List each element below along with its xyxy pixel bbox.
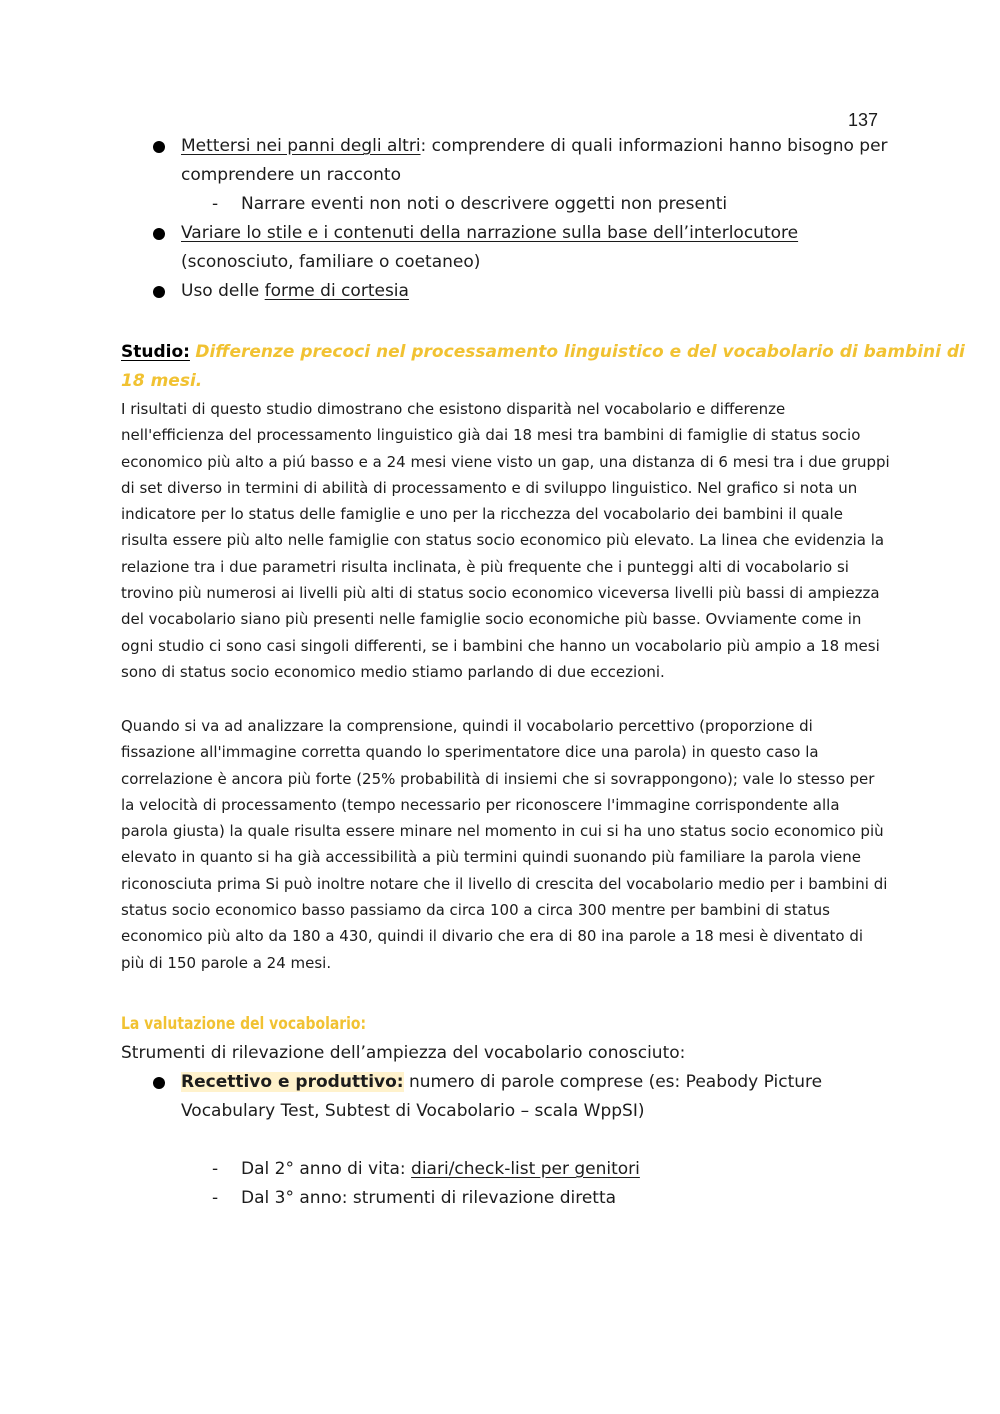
study-title-continuation: 18 mesi. (121, 371, 203, 391)
list-item (181, 132, 888, 161)
text-line: trovino più numerosi ai livelli più alti di status socio economico viceversa livelli più bassi di ampiezza (121, 584, 880, 603)
bullet-icon (153, 141, 165, 153)
bullet-icon (153, 1077, 165, 1089)
dash-marker: - (212, 1188, 219, 1208)
text-line: Quando si va ad analizzare la comprensione, quindi il vocabolario percettivo (proporzione di (121, 717, 813, 735)
paragraph-1 (121, 396, 890, 685)
list-item-text: Dal 2° anno di vita: (241, 1159, 412, 1179)
sub-list-item: Narrare eventi non noti o descrivere oggetti non presenti (241, 194, 728, 214)
text-line: fissazione all'immagine corretta quando lo sperimentatore dice una parola) in questo caso la (121, 743, 819, 762)
text-line: del vocabolario siano più presenti nelle famiglie socio economiche più basse. Ovviamente come in (121, 610, 862, 629)
list-item-text: : comprendere di quali informazioni hanno bisogno per (420, 136, 888, 156)
bullet-icon (153, 286, 165, 298)
page-number: 137 (847, 110, 878, 130)
list-item-continuation: (sconosciuto, familiare o coetaneo) (181, 252, 481, 272)
text-line: I risultati di questo studio dimostrano che esistono disparità nel vocabolario e differenze (121, 400, 786, 418)
text-line: ogni studio ci sono casi singoli differenti, se i bambini che hanno un vocabolario più ampio a 18 mesi (121, 636, 880, 655)
text-line: economico più alto da 180 a 430, quindi il divario che era di 80 ina parole a 18 mesi è diventato di (121, 927, 864, 946)
dash-marker: - (212, 194, 219, 214)
text-line: elevato in quanto si ha già accessibilità a più termini quindi suonando più familiare la parola viene (121, 848, 862, 867)
text-line: di set diverso in termini di abilità di processamento e di sviluppo linguistico. Nel grafico si nota un (121, 478, 858, 497)
sub-list-item: Dal 3° anno: strumenti di rilevazione diretta (241, 1188, 617, 1208)
list-item-continuation: comprendere un racconto (181, 165, 401, 185)
text-line: status socio economico basso passiamo da circa 100 a circa 300 mentre per bambini di status (121, 901, 830, 920)
study-label: Studio: (121, 342, 190, 362)
text-line: riconosciuta prima Si può inoltre notare che il livello di crescita del vocabolario medio per i bambini di (121, 874, 888, 893)
underlined-term: diari/check-list per genitori (411, 1159, 640, 1179)
text-line: sono di status socio economico medio stiamo parlando di due eccezioni. (121, 662, 665, 681)
text-line: indicatore per lo status delle famiglie e uno per la ricchezza del vocabolario dei bambini il quale (121, 505, 843, 524)
list-item-text: numero di parole comprese (es: Peabody Picture (403, 1072, 823, 1092)
text-line: la velocità di processamento (tempo necessario per riconoscere l'immagine corrispondente alla (121, 795, 840, 814)
list-item-text: Uso delle (181, 281, 265, 301)
text-line: nell'efficienza del processamento linguistico già dai 18 mesi tra bambini di famiglie di status socio (121, 426, 861, 445)
bullet-icon (153, 228, 165, 240)
text-line: relazione tra i due parametri risulta inclinata, è più frequente che i punteggi alti di vocabolario si (121, 557, 849, 576)
text-line: risulta essere più alto nelle famiglie con status socio economico più elevato. La linea che evidenzia la (121, 531, 885, 550)
paragraph-2 (121, 713, 887, 976)
list-item (181, 219, 798, 248)
section-title: La valutazione del vocabolario: (121, 1014, 367, 1034)
list-item-continuation: Vocabulary Test, Subtest di Vocabolario – scala WppSI) (181, 1101, 645, 1121)
sub-list-item (241, 1155, 640, 1184)
list-item (181, 277, 409, 306)
text-line: parola giusta) la quale risulta essere minare nel momento in cui si ha uno status socio economico più (121, 822, 884, 841)
text-line: correlazione è ancora più forte (25% probabilità di insiemi che si sovrappongono); vale lo stesso per (121, 769, 875, 788)
underlined-term: Variare lo stile e i contenuti della narrazione sulla base dell’interlocutore (181, 223, 799, 243)
study-title: Differenze precoci nel processamento linguistico e del vocabolario di bambini di (195, 342, 965, 362)
highlighted-term: Recettivo e produttivo: (181, 1072, 404, 1092)
text-line: più di 150 parole a 24 mesi. (121, 953, 332, 972)
underlined-term: Mettersi nei panni degli altri (181, 136, 421, 156)
dash-marker: - (212, 1159, 219, 1179)
underlined-term: forme di cortesia (264, 281, 409, 301)
study-heading (121, 338, 965, 367)
text-line: economico più alto a piú basso e a 24 mesi viene visto un gap, una distanza di 6 mesi tra i due gruppi (121, 452, 890, 471)
list-item (181, 1068, 822, 1097)
section-intro: Strumenti di rilevazione dell’ampiezza del vocabolario conosciuto: (121, 1043, 686, 1063)
